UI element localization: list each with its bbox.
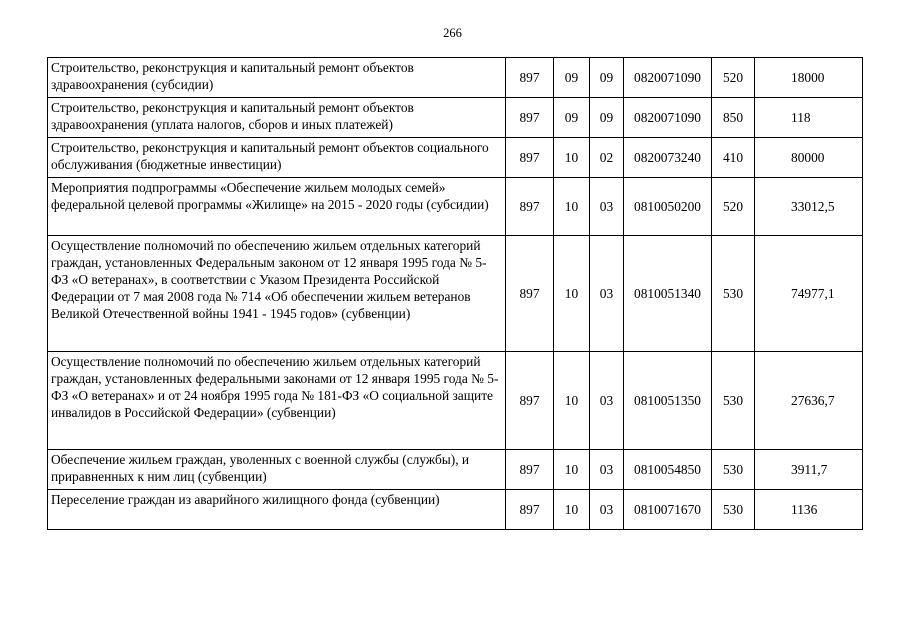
amount-cell: 80000: [755, 138, 863, 178]
grbs-cell: 897: [506, 138, 554, 178]
row-name-cell: Мероприятия подпрограммы «Обеспечение жильем молодых семей» федеральной целевой программы «Жилище» на 2015 - 2020 годы (субсидии): [48, 178, 506, 236]
target-article-cell: 0810054850: [624, 450, 712, 490]
table-row: [48, 352, 863, 450]
table-row: [48, 236, 863, 352]
amount-cell: 118: [755, 98, 863, 138]
grbs-cell: 897: [506, 236, 554, 352]
target-article-cell: 0820073240: [624, 138, 712, 178]
page-number: 266: [443, 26, 462, 40]
grbs-cell: 897: [506, 58, 554, 98]
section-cell: 10: [554, 236, 590, 352]
table-row: [48, 450, 863, 490]
subsection-cell: 03: [590, 236, 624, 352]
subsection-cell: 03: [590, 490, 624, 530]
subsection-cell: 03: [590, 178, 624, 236]
target-article-cell: 0820071090: [624, 58, 712, 98]
expense-type-cell: 530: [712, 490, 755, 530]
row-name-cell: Строительство, реконструкция и капитальный ремонт объектов социального обслуживания (бюджетные инвестиции): [48, 138, 506, 178]
target-article-cell: 0810050200: [624, 178, 712, 236]
table-row: [48, 490, 863, 530]
grbs-cell: 897: [506, 490, 554, 530]
row-name-cell: Строительство, реконструкция и капитальный ремонт объектов здравоохранения (субсидии): [48, 58, 506, 98]
row-name-cell: Обеспечение жильем граждан, уволенных с военной службы (службы), и приравненных к ним лиц (субвенции): [48, 450, 506, 490]
row-name-cell: Осуществление полномочий по обеспечению жильем отдельных категорий граждан, установленных федеральными законами от 12 января 1995 года № 5-ФЗ «О ветеранах» и от 24 ноября 1995 года № 181-ФЗ «О социальной защите инвалидов в Российской Федерации» (субвенции): [48, 352, 506, 450]
target-article-cell: 0810071670: [624, 490, 712, 530]
amount-cell: 3911,7: [755, 450, 863, 490]
expense-type-cell: 410: [712, 138, 755, 178]
subsection-cell: 02: [590, 138, 624, 178]
expense-type-cell: 850: [712, 98, 755, 138]
row-name-cell: Строительство, реконструкция и капитальный ремонт объектов здравоохранения (уплата налогов, сборов и иных платежей): [48, 98, 506, 138]
expense-type-cell: 530: [712, 236, 755, 352]
section-cell: 10: [554, 490, 590, 530]
amount-cell: 27636,7: [755, 352, 863, 450]
grbs-cell: 897: [506, 352, 554, 450]
section-cell: 10: [554, 178, 590, 236]
amount-cell: 74977,1: [755, 236, 863, 352]
target-article-cell: 0810051350: [624, 352, 712, 450]
row-name-cell: Переселение граждан из аварийного жилищного фонда (субвенции): [48, 490, 506, 530]
amount-cell: 1136: [755, 490, 863, 530]
subsection-cell: 03: [590, 352, 624, 450]
table-row: [48, 98, 863, 138]
grbs-cell: 897: [506, 178, 554, 236]
section-cell: 10: [554, 450, 590, 490]
expense-type-cell: 520: [712, 178, 755, 236]
subsection-cell: 09: [590, 98, 624, 138]
row-name-cell: Осуществление полномочий по обеспечению жильем отдельных категорий граждан, установленных Федеральным законом от 12 января 1995 года № 5-ФЗ «О ветеранах», в соответствии с Указом Президента Российской Федерации от 7 мая 2008 года № 714 «Об обеспечении жильем ветеранов Великой Отечественной войны 1941 - 1945 годов» (субвенции): [48, 236, 506, 352]
expense-type-cell: 530: [712, 450, 755, 490]
budget-table: [47, 57, 863, 530]
grbs-cell: 897: [506, 98, 554, 138]
subsection-cell: 03: [590, 450, 624, 490]
table-row: [48, 58, 863, 98]
grbs-cell: 897: [506, 450, 554, 490]
expense-type-cell: 520: [712, 58, 755, 98]
table-row: [48, 138, 863, 178]
section-cell: 09: [554, 98, 590, 138]
expense-type-cell: 530: [712, 352, 755, 450]
target-article-cell: 0820071090: [624, 98, 712, 138]
table-row: [48, 178, 863, 236]
section-cell: 10: [554, 352, 590, 450]
section-cell: 09: [554, 58, 590, 98]
amount-cell: 18000: [755, 58, 863, 98]
section-cell: 10: [554, 138, 590, 178]
amount-cell: 33012,5: [755, 178, 863, 236]
target-article-cell: 0810051340: [624, 236, 712, 352]
subsection-cell: 09: [590, 58, 624, 98]
